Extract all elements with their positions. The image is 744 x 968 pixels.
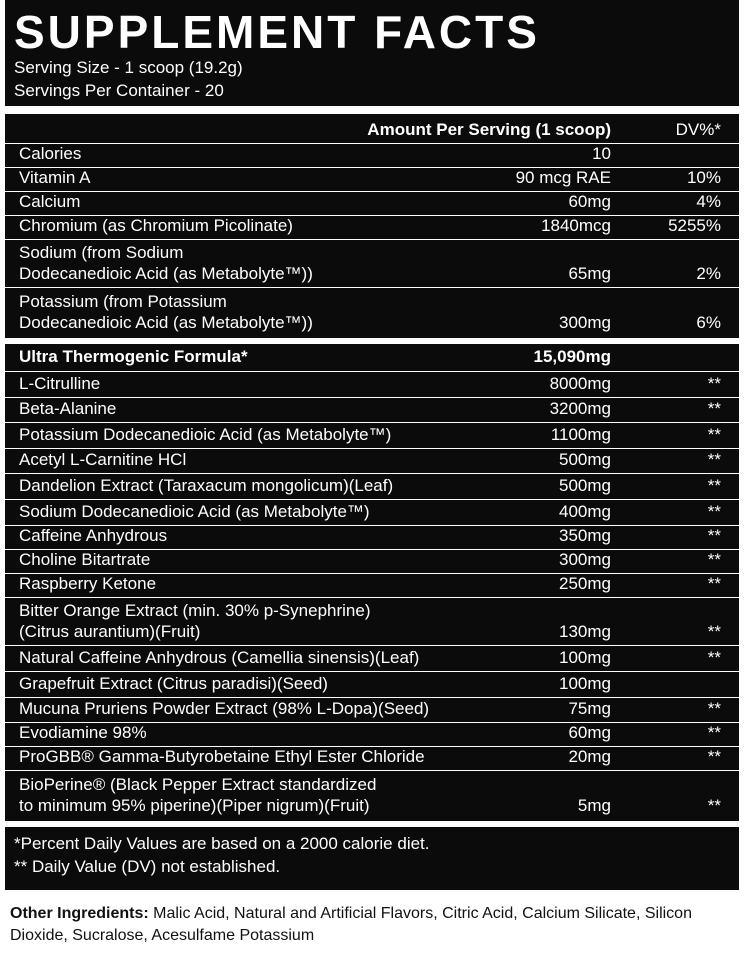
ingredient-dv: ** — [707, 450, 721, 469]
formula-name: Ultra Thermogenic Formula* — [19, 347, 248, 366]
ingredient-amount: 1100mg — [550, 425, 611, 444]
ingredient-dv: ** — [707, 699, 721, 718]
nutrient-amount: 10 — [592, 144, 611, 163]
ingredient-name: ProGBB® Gamma-Butyrobetaine Ethyl Ester Chloride — [19, 747, 425, 766]
ingredient-name-line1: BioPerine® (Black Pepper Extract standardized — [19, 775, 377, 794]
nutrient-name: Calories — [19, 144, 82, 163]
nutrient-name: Chromium (as Chromium Picolinate) — [19, 216, 293, 235]
ingredient-name: Beta-Alanine — [19, 399, 117, 418]
ingredient-amount: 100mg — [559, 674, 611, 693]
nutrient-name: Vitamin A — [19, 168, 91, 187]
nutrient-row-potassium — [5, 288, 739, 338]
ingredient-row — [5, 372, 739, 398]
ingredient-name-line2: to minimum 95% piperine)(Piper nigrum)(Fruit) — [19, 796, 370, 815]
nutrient-amount: 60mg — [568, 192, 611, 211]
nutrient-dv: 10% — [686, 168, 721, 187]
ingredient-row — [5, 698, 739, 723]
ingredient-name: Acetyl L-Carnitine HCl — [19, 450, 187, 469]
ingredient-dv: ** — [707, 399, 721, 418]
ingredient-amount: 300mg — [559, 550, 611, 569]
ingredient-row — [5, 526, 739, 550]
nutrient-name-line2: Dodecanedioic Acid (as Metabolyte™)) — [19, 313, 313, 332]
nutrient-amount: 300mg — [559, 313, 611, 332]
nutrient-row-calories — [5, 144, 739, 168]
ingredient-amount: 400mg — [559, 502, 611, 521]
ingredient-dv: ** — [707, 622, 721, 641]
ingredient-row — [5, 398, 739, 423]
nutrient-dv: 4% — [696, 192, 721, 211]
ingredient-dv: ** — [707, 574, 721, 593]
nutrient-amount: 65mg — [568, 264, 611, 283]
amount-per-serving-header: Amount Per Serving (1 scoop) — [367, 120, 611, 139]
ingredient-amount: 350mg — [559, 526, 611, 545]
other-ingredients-label: Other Ingredients: — [10, 905, 149, 922]
ingredient-name: Raspberry Ketone — [19, 574, 157, 593]
panel-title: SUPPLEMENT FACTS — [14, 6, 540, 58]
ingredient-row — [5, 646, 739, 672]
ingredient-name: Caffeine Anhydrous — [19, 526, 168, 545]
nutrient-amount: 90 mcg RAE — [515, 168, 611, 187]
ingredient-name-line2: (Citrus aurantium)(Fruit) — [19, 622, 201, 641]
nutrient-row-sodium — [5, 240, 739, 288]
ingredient-dv: ** — [707, 747, 721, 766]
serving-size: Serving Size - 1 scoop (19.2g) — [14, 58, 243, 77]
ingredient-amount: 500mg — [559, 476, 611, 495]
other-ingredients — [10, 903, 736, 947]
nutrient-dv: 2% — [696, 264, 721, 283]
ingredient-name: Choline Bitartrate — [19, 550, 151, 569]
ingredient-amount: 130mg — [559, 622, 611, 641]
ingredient-row — [5, 500, 739, 526]
ingredient-name: Grapefruit Extract (Citrus paradisi)(Seed) — [19, 674, 328, 693]
ingredient-dv: ** — [707, 526, 721, 545]
ingredient-row — [5, 449, 739, 474]
ingredient-amount: 250mg — [559, 574, 611, 593]
ingredient-row — [5, 474, 739, 500]
ingredient-name-line1: Bitter Orange Extract (min. 30% p-Synephrine) — [19, 601, 371, 620]
nutrient-name-line2: Dodecanedioic Acid (as Metabolyte™)) — [19, 264, 313, 283]
nutrient-row-vitamin-a — [5, 168, 739, 192]
ingredient-dv: ** — [707, 723, 721, 742]
ingredient-row — [5, 598, 739, 646]
nutrient-name-line1: Potassium (from Potassium — [19, 292, 227, 311]
ingredient-row — [5, 423, 739, 449]
ingredient-row — [5, 672, 739, 698]
ingredient-dv: ** — [707, 796, 721, 815]
ingredient-row — [5, 550, 739, 574]
ingredient-name: Sodium Dodecanedioic Acid (as Metabolyte™) — [19, 502, 370, 521]
formula-row — [5, 344, 739, 372]
nutrient-dv: 6% — [696, 313, 721, 332]
nutrient-amount: 1840mcg — [541, 216, 611, 235]
ingredient-amount: 60mg — [568, 723, 611, 742]
ingredient-amount: 8000mg — [549, 374, 611, 393]
other-ingredients-text: Malic Acid, Natural and Artificial Flavors, Citric Acid, Calcium Silicate, Silicon Dioxide, Sucralose, Acesulfame Potassium — [10, 905, 692, 944]
ingredient-amount: 75mg — [568, 699, 611, 718]
table-header-row — [5, 114, 739, 144]
ingredient-amount: 3200mg — [549, 399, 611, 418]
ingredient-name: Potassium Dodecanedioic Acid (as Metabolyte™) — [19, 425, 392, 444]
thick-divider — [5, 821, 739, 827]
ingredient-row — [5, 723, 739, 747]
nutrient-dv: 5255% — [668, 216, 721, 235]
ingredient-dv: ** — [707, 425, 721, 444]
nutrient-name: Calcium — [19, 192, 81, 211]
ingredient-dv: ** — [707, 476, 721, 495]
ingredient-row — [5, 574, 739, 598]
ingredient-amount: 5mg — [577, 796, 611, 815]
ingredient-name: Mucuna Pruriens Powder Extract (98% L-Dopa)(Seed) — [19, 699, 430, 718]
ingredient-dv: ** — [707, 502, 721, 521]
ingredient-name: L-Citrulline — [19, 374, 101, 393]
nutrient-row-chromium — [5, 216, 739, 240]
ingredient-name: Natural Caffeine Anhydrous (Camellia sinensis)(Leaf) — [19, 648, 420, 667]
ingredient-dv: ** — [707, 550, 721, 569]
footnote-not-established: ** Daily Value (DV) not established. — [14, 857, 281, 876]
ingredient-row — [5, 771, 739, 821]
footnote-dv: *Percent Daily Values are based on a 2000 calorie diet. — [14, 834, 430, 853]
ingredient-amount: 100mg — [559, 648, 611, 667]
nutrient-name-line1: Sodium (from Sodium — [19, 243, 184, 262]
ingredient-dv: ** — [707, 648, 721, 667]
thick-divider — [5, 106, 739, 114]
ingredient-row — [5, 747, 739, 771]
dv-header: DV%* — [675, 120, 721, 139]
ingredient-name: Dandelion Extract (Taraxacum mongolicum)(Leaf) — [19, 476, 394, 495]
ingredient-name: Evodiamine 98% — [19, 723, 147, 742]
ingredient-amount: 20mg — [568, 747, 611, 766]
formula-amount: 15,090mg — [533, 347, 611, 366]
nutrient-row-calcium — [5, 192, 739, 216]
ingredient-dv: ** — [707, 374, 721, 393]
ingredient-amount: 500mg — [559, 450, 611, 469]
servings-per-container: Servings Per Container - 20 — [14, 81, 224, 100]
